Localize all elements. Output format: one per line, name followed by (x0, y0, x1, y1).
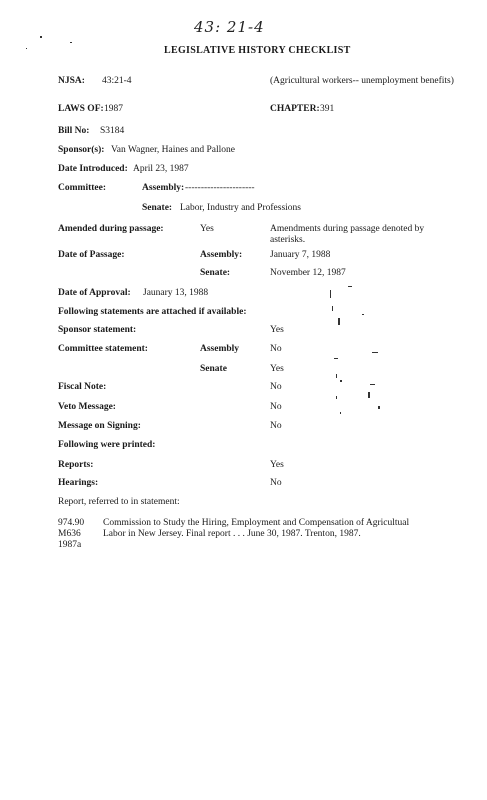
hearings-value: No (270, 478, 282, 488)
laws-of-label: LAWS OF: (58, 104, 104, 114)
page-title: LEGISLATIVE HISTORY CHECKLIST (164, 45, 351, 56)
njsa-value: 43:21-4 (102, 76, 132, 86)
passage-senate-label: Senate: (200, 268, 231, 278)
committee-statement-assembly-label: Assembly (200, 344, 240, 354)
sponsor-statement-label: Sponsor statement: (58, 325, 137, 335)
passage-senate-value: November 12, 1987 (270, 268, 346, 278)
committee-statement-assembly-value: No (270, 344, 282, 354)
call-number-line-3: 1987a (58, 540, 82, 550)
sponsors-label: Sponsor(s): (58, 145, 105, 155)
report-referred-heading: Report, referred to in statement: (58, 497, 180, 507)
chapter-value: 391 (320, 104, 335, 114)
fiscal-note-value: No (270, 382, 282, 392)
message-on-signing-label: Message on Signing: (58, 421, 141, 431)
date-of-passage-label: Date of Passage: (58, 250, 125, 260)
following-attached-heading: Following statements are attached if available: (58, 307, 247, 317)
citation-call-number (58, 518, 84, 551)
fiscal-note-label: Fiscal Note: (58, 382, 107, 392)
amended-note: Amendments during passage denoted by asterisks. (270, 224, 425, 245)
passage-assembly-label: Assembly: (200, 250, 243, 260)
committee-statement-senate-label: Senate (200, 364, 227, 374)
call-number-line-2: M636 (58, 529, 81, 539)
citation-text-line-2: Labor in New Jersey. Final report . . . June 30, 1987. Trenton, 1987. (103, 529, 361, 539)
committee-label: Committee: (58, 183, 107, 193)
laws-of-value: 1987 (104, 104, 123, 114)
committee-statement-label: Committee statement: (58, 344, 148, 354)
sponsor-statement-value: Yes (270, 325, 284, 335)
reports-label: Reports: (58, 460, 94, 470)
message-on-signing-value: No (270, 421, 282, 431)
hearings-label: Hearings: (58, 478, 99, 488)
passage-assembly-value: January 7, 1988 (270, 250, 331, 260)
amended-label: Amended during passage: (58, 224, 164, 234)
committee-senate-label: Senate: (142, 203, 173, 213)
committee-senate-value: Labor, Industry and Professions (180, 203, 301, 213)
following-printed-heading: Following were printed: (58, 440, 156, 450)
call-number-line-1: 974.90 (58, 518, 85, 528)
veto-message-label: Veto Message: (58, 402, 116, 412)
sponsors-value: Van Wagner, Haines and Pallone (111, 145, 235, 155)
chapter-label: CHAPTER: (270, 104, 320, 114)
njsa-note: (Agricultural workers-- unemployment benefits) (270, 76, 454, 86)
date-of-approval-label: Date of Approval: (58, 288, 131, 298)
bill-no-value: S3184 (100, 126, 125, 136)
date-introduced-value: April 23, 1987 (133, 164, 189, 174)
amended-value: Yes (200, 224, 214, 234)
reports-value: Yes (270, 460, 284, 470)
bill-no-label: Bill No: (58, 126, 90, 136)
committee-statement-senate-value: Yes (270, 364, 284, 374)
committee-assembly-value: ---------------------- (185, 183, 255, 193)
date-of-approval-value: Jaunary 13, 1988 (143, 288, 209, 298)
handwritten-number: 43: 21-4 (194, 18, 265, 36)
citation-text (103, 518, 409, 540)
veto-message-value: No (270, 402, 282, 412)
citation-text-line-1: Commission to Study the Hiring, Employment and Compensation of Agricultual (103, 518, 410, 528)
njsa-label: NJSA: (58, 76, 85, 86)
committee-assembly-label: Assembly: (142, 183, 185, 193)
date-introduced-label: Date Introduced: (58, 164, 128, 174)
